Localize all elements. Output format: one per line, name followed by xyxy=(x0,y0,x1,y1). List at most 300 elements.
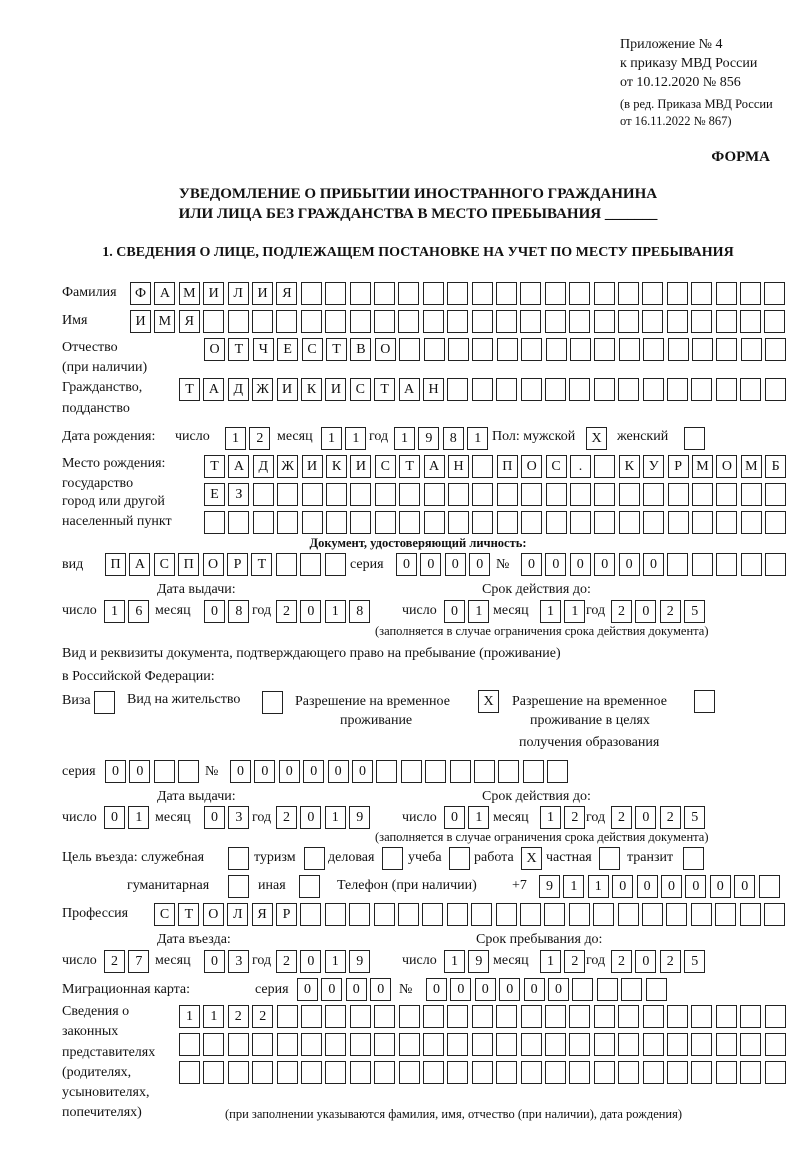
char-box[interactable]: 0 xyxy=(619,553,640,576)
char-box[interactable] xyxy=(374,310,395,333)
char-box[interactable] xyxy=(765,511,786,534)
char-box[interactable] xyxy=(253,511,274,534)
char-box[interactable] xyxy=(765,338,786,361)
birthplace-row-3[interactable] xyxy=(204,511,790,533)
char-box[interactable] xyxy=(496,1061,517,1084)
char-box[interactable] xyxy=(643,1005,664,1028)
char-box[interactable] xyxy=(570,483,591,506)
char-box[interactable] xyxy=(666,903,687,926)
char-box[interactable] xyxy=(740,903,761,926)
char-box[interactable]: 2 xyxy=(252,1005,273,1028)
char-box[interactable]: И xyxy=(203,282,224,305)
char-box[interactable] xyxy=(448,338,469,361)
char-box[interactable]: М xyxy=(741,455,762,478)
char-box[interactable] xyxy=(253,483,274,506)
char-box[interactable] xyxy=(277,1033,298,1056)
char-box[interactable]: Р xyxy=(668,455,689,478)
char-box[interactable] xyxy=(350,310,371,333)
char-box[interactable]: И xyxy=(252,282,273,305)
char-box[interactable]: С xyxy=(302,338,323,361)
char-box[interactable] xyxy=(716,310,737,333)
char-box[interactable] xyxy=(203,1061,224,1084)
char-box[interactable] xyxy=(496,310,517,333)
char-box[interactable] xyxy=(374,1061,395,1084)
purpose-business-checkbox[interactable] xyxy=(382,847,406,869)
char-box[interactable] xyxy=(325,310,346,333)
char-box[interactable] xyxy=(301,1033,322,1056)
char-box[interactable] xyxy=(643,338,664,361)
char-box[interactable]: О xyxy=(521,455,542,478)
char-box[interactable]: А xyxy=(154,282,175,305)
char-box[interactable] xyxy=(594,338,615,361)
char-box[interactable]: 0 xyxy=(444,806,465,829)
char-box[interactable]: 8 xyxy=(228,600,249,623)
char-box[interactable]: М xyxy=(154,310,175,333)
char-box[interactable]: 0 xyxy=(734,875,755,898)
char-box[interactable]: 2 xyxy=(276,806,297,829)
char-box[interactable] xyxy=(716,1061,737,1084)
char-box[interactable] xyxy=(715,903,736,926)
char-box[interactable] xyxy=(646,978,667,1001)
char-box[interactable] xyxy=(474,760,495,783)
char-box[interactable]: В xyxy=(350,338,371,361)
char-box[interactable] xyxy=(497,338,518,361)
char-box[interactable] xyxy=(668,338,689,361)
char-box[interactable]: 9 xyxy=(539,875,560,898)
char-box[interactable]: 0 xyxy=(129,760,150,783)
char-box[interactable] xyxy=(374,903,395,926)
char-box[interactable] xyxy=(594,378,615,401)
stay-issue-year-boxes[interactable] xyxy=(276,806,374,828)
char-box[interactable] xyxy=(472,1061,493,1084)
char-box[interactable] xyxy=(545,282,566,305)
char-box[interactable] xyxy=(496,903,517,926)
char-box[interactable] xyxy=(423,1061,444,1084)
char-box[interactable] xyxy=(765,378,786,401)
char-box[interactable] xyxy=(521,1005,542,1028)
char-box[interactable]: Т xyxy=(326,338,347,361)
char-box[interactable] xyxy=(544,903,565,926)
char-box[interactable] xyxy=(569,903,590,926)
id-issue-month-boxes[interactable] xyxy=(204,600,253,622)
char-box[interactable] xyxy=(692,338,713,361)
purpose-transit-checkbox[interactable] xyxy=(683,847,707,869)
char-box[interactable]: И xyxy=(302,455,323,478)
residence-permit-checkbox[interactable] xyxy=(262,691,286,713)
char-box[interactable]: 0 xyxy=(426,978,447,1001)
char-box[interactable] xyxy=(599,847,620,870)
char-box[interactable]: 0 xyxy=(685,875,706,898)
id-valid-day-boxes[interactable] xyxy=(444,600,493,622)
char-box[interactable] xyxy=(447,1061,468,1084)
stay-series-boxes[interactable] xyxy=(105,760,203,782)
char-box[interactable] xyxy=(569,1061,590,1084)
char-box[interactable]: Т xyxy=(179,378,200,401)
char-box[interactable] xyxy=(594,511,615,534)
char-box[interactable] xyxy=(422,903,443,926)
char-box[interactable] xyxy=(300,553,321,576)
char-box[interactable] xyxy=(546,338,567,361)
char-box[interactable] xyxy=(569,1005,590,1028)
migration-number-boxes[interactable] xyxy=(426,978,670,1000)
char-box[interactable] xyxy=(399,338,420,361)
char-box[interactable] xyxy=(668,511,689,534)
id-valid-month-boxes[interactable] xyxy=(540,600,589,622)
char-box[interactable] xyxy=(472,483,493,506)
char-box[interactable] xyxy=(521,1033,542,1056)
char-box[interactable]: 0 xyxy=(524,978,545,1001)
char-box[interactable] xyxy=(691,903,712,926)
char-box[interactable] xyxy=(277,1005,298,1028)
char-box[interactable]: 0 xyxy=(230,760,251,783)
char-box[interactable]: 3 xyxy=(228,950,249,973)
char-box[interactable]: 1 xyxy=(325,600,346,623)
char-box[interactable]: А xyxy=(228,455,249,478)
purpose-work-checkbox[interactable] xyxy=(521,847,545,869)
char-box[interactable] xyxy=(621,978,642,1001)
char-box[interactable]: 6 xyxy=(128,600,149,623)
char-box[interactable]: О xyxy=(716,455,737,478)
char-box[interactable] xyxy=(618,310,639,333)
char-box[interactable] xyxy=(179,1033,200,1056)
char-box[interactable] xyxy=(691,1061,712,1084)
birth-month-boxes[interactable] xyxy=(321,427,370,449)
char-box[interactable]: О xyxy=(375,338,396,361)
char-box[interactable]: 0 xyxy=(300,806,321,829)
char-box[interactable] xyxy=(301,310,322,333)
char-box[interactable] xyxy=(740,1033,761,1056)
char-box[interactable]: 0 xyxy=(444,600,465,623)
char-box[interactable]: 1 xyxy=(468,806,489,829)
char-box[interactable] xyxy=(667,1061,688,1084)
char-box[interactable]: 0 xyxy=(396,553,417,576)
char-box[interactable] xyxy=(667,378,688,401)
birthplace-row-2[interactable] xyxy=(204,483,790,505)
char-box[interactable] xyxy=(325,903,346,926)
char-box[interactable]: К xyxy=(301,378,322,401)
char-box[interactable] xyxy=(716,1005,737,1028)
char-box[interactable]: 0 xyxy=(346,978,367,1001)
stay-issue-day-boxes[interactable] xyxy=(104,806,153,828)
id-issue-year-boxes[interactable] xyxy=(276,600,374,622)
char-box[interactable] xyxy=(521,483,542,506)
char-box[interactable] xyxy=(545,1005,566,1028)
char-box[interactable]: Д xyxy=(253,455,274,478)
char-box[interactable]: 1 xyxy=(468,600,489,623)
char-box[interactable]: 1 xyxy=(444,950,465,973)
char-box[interactable] xyxy=(424,483,445,506)
char-box[interactable]: 0 xyxy=(204,806,225,829)
char-box[interactable] xyxy=(447,903,468,926)
char-box[interactable]: Н xyxy=(423,378,444,401)
char-box[interactable]: Я xyxy=(252,903,273,926)
char-box[interactable] xyxy=(643,511,664,534)
char-box[interactable] xyxy=(401,760,422,783)
birth-year-boxes[interactable] xyxy=(394,427,492,449)
char-box[interactable]: 0 xyxy=(445,553,466,576)
char-box[interactable] xyxy=(521,511,542,534)
char-box[interactable] xyxy=(300,903,321,926)
char-box[interactable]: 1 xyxy=(540,600,561,623)
char-box[interactable] xyxy=(252,1061,273,1084)
reps-row-2[interactable] xyxy=(179,1033,789,1055)
char-box[interactable]: К xyxy=(326,455,347,478)
char-box[interactable] xyxy=(520,282,541,305)
char-box[interactable]: Т xyxy=(399,455,420,478)
char-box[interactable] xyxy=(741,483,762,506)
char-box[interactable]: 9 xyxy=(349,950,370,973)
char-box[interactable]: И xyxy=(130,310,151,333)
char-box[interactable] xyxy=(301,1061,322,1084)
char-box[interactable]: Р xyxy=(276,903,297,926)
char-box[interactable]: 0 xyxy=(420,553,441,576)
char-box[interactable] xyxy=(228,511,249,534)
char-box[interactable] xyxy=(496,378,517,401)
char-box[interactable] xyxy=(350,1005,371,1028)
char-box[interactable] xyxy=(618,282,639,305)
char-box[interactable] xyxy=(375,511,396,534)
char-box[interactable] xyxy=(520,903,541,926)
char-box[interactable]: 0 xyxy=(450,978,471,1001)
char-box[interactable] xyxy=(350,282,371,305)
char-box[interactable]: 0 xyxy=(635,600,656,623)
char-box[interactable] xyxy=(325,1033,346,1056)
char-box[interactable]: Ж xyxy=(252,378,273,401)
sex-female-checkbox[interactable] xyxy=(684,427,708,449)
char-box[interactable] xyxy=(545,1033,566,1056)
id-issue-day-boxes[interactable] xyxy=(104,600,153,622)
char-box[interactable] xyxy=(569,1033,590,1056)
temp-residence-checkbox[interactable] xyxy=(478,690,502,712)
char-box[interactable]: 0 xyxy=(352,760,373,783)
char-box[interactable] xyxy=(546,511,567,534)
char-box[interactable] xyxy=(521,338,542,361)
char-box[interactable] xyxy=(350,511,371,534)
char-box[interactable] xyxy=(277,483,298,506)
char-box[interactable]: 2 xyxy=(660,600,681,623)
char-box[interactable] xyxy=(523,760,544,783)
char-box[interactable] xyxy=(594,1033,615,1056)
char-box[interactable] xyxy=(691,310,712,333)
char-box[interactable] xyxy=(326,483,347,506)
char-box[interactable]: 0 xyxy=(370,978,391,1001)
char-box[interactable] xyxy=(301,282,322,305)
char-box[interactable]: 0 xyxy=(499,978,520,1001)
char-box[interactable] xyxy=(691,378,712,401)
char-box[interactable]: А xyxy=(129,553,150,576)
char-box[interactable] xyxy=(741,338,762,361)
char-box[interactable]: 1 xyxy=(540,806,561,829)
char-box[interactable] xyxy=(304,847,325,870)
char-box[interactable]: Р xyxy=(227,553,248,576)
char-box[interactable]: 0 xyxy=(643,553,664,576)
char-box[interactable] xyxy=(569,310,590,333)
char-box[interactable] xyxy=(325,553,346,576)
char-box[interactable] xyxy=(262,691,283,714)
char-box[interactable]: Я xyxy=(179,310,200,333)
char-box[interactable] xyxy=(545,378,566,401)
char-box[interactable]: 2 xyxy=(660,806,681,829)
char-box[interactable]: 2 xyxy=(276,950,297,973)
char-box[interactable] xyxy=(741,511,762,534)
char-box[interactable] xyxy=(423,1005,444,1028)
char-box[interactable] xyxy=(424,511,445,534)
char-box[interactable]: 2 xyxy=(276,600,297,623)
char-box[interactable] xyxy=(667,1033,688,1056)
char-box[interactable]: 0 xyxy=(254,760,275,783)
char-box[interactable]: С xyxy=(546,455,567,478)
char-box[interactable]: 1 xyxy=(225,427,246,450)
char-box[interactable]: 0 xyxy=(297,978,318,1001)
char-box[interactable]: 1 xyxy=(325,806,346,829)
char-box[interactable]: X xyxy=(586,427,607,450)
birth-day-boxes[interactable] xyxy=(225,427,274,449)
char-box[interactable]: 0 xyxy=(635,806,656,829)
char-box[interactable] xyxy=(694,690,715,713)
char-box[interactable]: 0 xyxy=(300,950,321,973)
char-box[interactable] xyxy=(447,310,468,333)
migration-series-boxes[interactable] xyxy=(297,978,395,1000)
char-box[interactable] xyxy=(203,1033,224,1056)
char-box[interactable] xyxy=(228,847,249,870)
char-box[interactable] xyxy=(765,1061,786,1084)
char-box[interactable]: О xyxy=(203,903,224,926)
char-box[interactable]: С xyxy=(375,455,396,478)
char-box[interactable] xyxy=(521,378,542,401)
char-box[interactable] xyxy=(472,455,493,478)
char-box[interactable]: З xyxy=(228,483,249,506)
char-box[interactable] xyxy=(594,1005,615,1028)
char-box[interactable] xyxy=(569,282,590,305)
char-box[interactable] xyxy=(449,847,470,870)
char-box[interactable] xyxy=(619,338,640,361)
char-box[interactable] xyxy=(716,338,737,361)
char-box[interactable] xyxy=(94,691,115,714)
id-kind-boxes[interactable] xyxy=(105,553,349,575)
char-box[interactable] xyxy=(547,760,568,783)
char-box[interactable] xyxy=(448,511,469,534)
char-box[interactable] xyxy=(399,1033,420,1056)
char-box[interactable] xyxy=(642,903,663,926)
char-box[interactable]: Б xyxy=(765,455,786,478)
purpose-study-checkbox[interactable] xyxy=(449,847,473,869)
char-box[interactable] xyxy=(472,378,493,401)
char-box[interactable] xyxy=(276,553,297,576)
char-box[interactable] xyxy=(423,310,444,333)
birthplace-row-1[interactable] xyxy=(204,455,790,477)
char-box[interactable]: 1 xyxy=(540,950,561,973)
char-box[interactable] xyxy=(325,1061,346,1084)
char-box[interactable] xyxy=(398,282,419,305)
profession-boxes[interactable] xyxy=(154,903,788,925)
char-box[interactable]: 1 xyxy=(467,427,488,450)
char-box[interactable] xyxy=(546,483,567,506)
char-box[interactable]: П xyxy=(178,553,199,576)
char-box[interactable] xyxy=(374,1033,395,1056)
char-box[interactable] xyxy=(545,310,566,333)
char-box[interactable] xyxy=(399,483,420,506)
id-series-boxes[interactable] xyxy=(396,553,494,575)
char-box[interactable] xyxy=(382,847,403,870)
char-box[interactable]: С xyxy=(154,553,175,576)
char-box[interactable] xyxy=(374,282,395,305)
char-box[interactable]: Н xyxy=(448,455,469,478)
char-box[interactable] xyxy=(618,903,639,926)
char-box[interactable] xyxy=(716,511,737,534)
char-box[interactable] xyxy=(667,282,688,305)
char-box[interactable] xyxy=(716,282,737,305)
char-box[interactable] xyxy=(691,1033,712,1056)
char-box[interactable] xyxy=(497,483,518,506)
char-box[interactable] xyxy=(302,483,323,506)
char-box[interactable]: 2 xyxy=(611,950,632,973)
char-box[interactable] xyxy=(740,1005,761,1028)
char-box[interactable] xyxy=(521,1061,542,1084)
char-box[interactable]: 0 xyxy=(637,875,658,898)
char-box[interactable]: 9 xyxy=(349,806,370,829)
char-box[interactable] xyxy=(447,1033,468,1056)
char-box[interactable] xyxy=(740,282,761,305)
char-box[interactable] xyxy=(597,978,618,1001)
char-box[interactable]: 2 xyxy=(564,950,585,973)
reps-row-1[interactable] xyxy=(179,1005,789,1027)
char-box[interactable]: 3 xyxy=(228,806,249,829)
char-box[interactable]: 0 xyxy=(303,760,324,783)
char-box[interactable]: 1 xyxy=(203,1005,224,1028)
char-box[interactable] xyxy=(497,511,518,534)
char-box[interactable]: 5 xyxy=(684,806,705,829)
char-box[interactable] xyxy=(203,310,224,333)
char-box[interactable] xyxy=(618,378,639,401)
surname-boxes[interactable] xyxy=(130,282,789,304)
char-box[interactable] xyxy=(252,310,273,333)
char-box[interactable] xyxy=(447,282,468,305)
char-box[interactable]: 1 xyxy=(394,427,415,450)
char-box[interactable]: Ж xyxy=(277,455,298,478)
char-box[interactable] xyxy=(496,1033,517,1056)
char-box[interactable]: 7 xyxy=(128,950,149,973)
char-box[interactable]: 0 xyxy=(635,950,656,973)
char-box[interactable] xyxy=(667,310,688,333)
char-box[interactable] xyxy=(764,310,785,333)
char-box[interactable] xyxy=(472,338,493,361)
char-box[interactable] xyxy=(423,282,444,305)
char-box[interactable] xyxy=(545,1061,566,1084)
char-box[interactable]: А xyxy=(203,378,224,401)
char-box[interactable] xyxy=(692,553,713,576)
char-box[interactable]: 0 xyxy=(204,600,225,623)
char-box[interactable] xyxy=(179,1061,200,1084)
char-box[interactable] xyxy=(594,483,615,506)
char-box[interactable]: П xyxy=(105,553,126,576)
char-box[interactable] xyxy=(399,1061,420,1084)
char-box[interactable]: 0 xyxy=(321,978,342,1001)
char-box[interactable] xyxy=(764,282,785,305)
char-box[interactable] xyxy=(447,378,468,401)
char-box[interactable] xyxy=(399,511,420,534)
char-box[interactable] xyxy=(252,1033,273,1056)
char-box[interactable] xyxy=(683,847,704,870)
purpose-other-checkbox[interactable] xyxy=(299,875,323,897)
char-box[interactable] xyxy=(472,282,493,305)
char-box[interactable]: П xyxy=(497,455,518,478)
char-box[interactable] xyxy=(228,875,249,898)
char-box[interactable]: К xyxy=(619,455,640,478)
char-box[interactable] xyxy=(472,1033,493,1056)
char-box[interactable] xyxy=(375,483,396,506)
char-box[interactable] xyxy=(447,1005,468,1028)
char-box[interactable] xyxy=(569,378,590,401)
